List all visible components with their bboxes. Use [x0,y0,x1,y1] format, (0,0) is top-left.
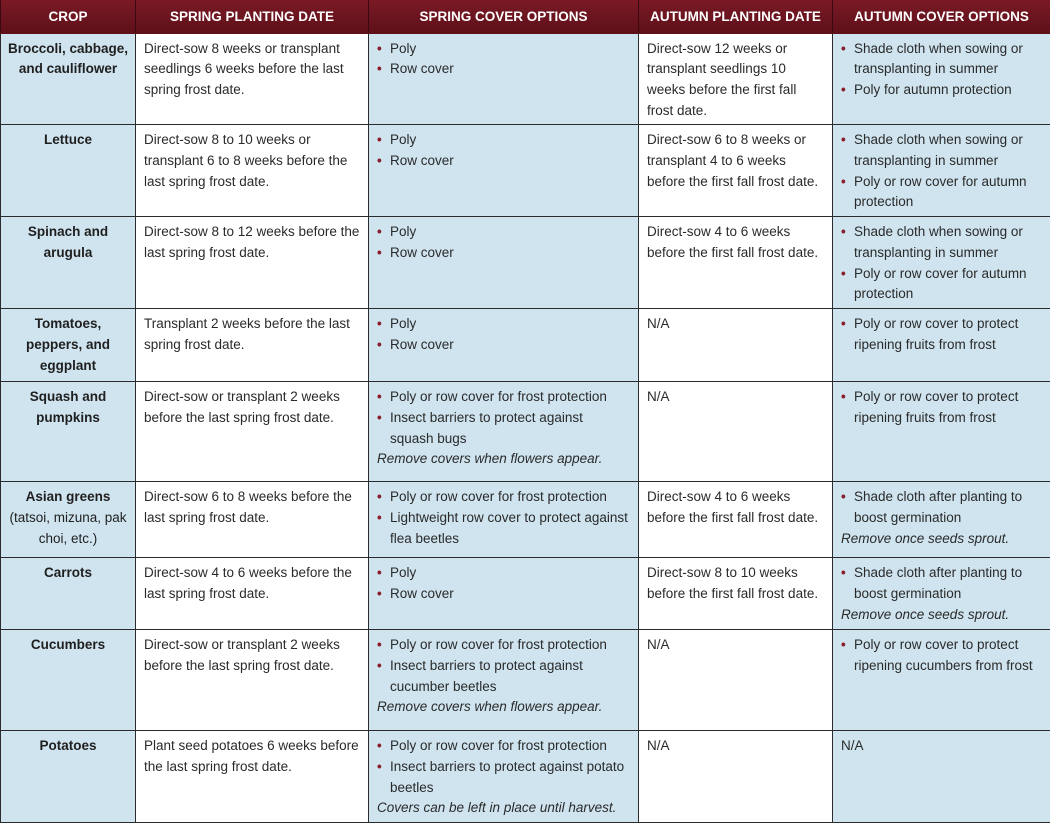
table-row [1,630,1050,731]
spring-cover-note: Remove covers when flowers appear. [377,449,630,470]
spring-planting-date-cell: Direct-sow 8 weeks or transplant seedlings 6 weeks before the last spring frost date. [136,33,369,125]
spring-cover-list [377,487,630,549]
crop-name: Carrots [5,563,131,584]
crop-cell [1,731,136,823]
spring-cover-item: • Poly [377,222,630,243]
crop-name: Spinach and arugula [5,222,131,263]
spring-planting-date-cell: Direct-sow 6 to 8 weeks before the last spring frost date. [136,482,369,558]
header-spring-planting-date: SPRING PLANTING DATE [136,0,369,33]
autumn-planting-date-cell: Direct-sow 4 to 6 weeks before the first fall frost date. [639,482,833,558]
spring-cover-options-cell [369,125,639,217]
spring-planting-date-cell: Transplant 2 weeks before the last spring frost date. [136,309,369,382]
spring-cover-item: • Poly or row cover for frost protection [377,487,630,508]
spring-cover-options-cell [369,217,639,309]
spring-cover-options-cell [369,482,639,558]
spring-cover-item: • Insect barriers to protect against potato beetles [377,757,630,798]
table-row [1,731,1050,823]
crop-cell [1,125,136,217]
autumn-planting-date-cell: N/A [639,731,833,823]
autumn-cover-options-cell [833,382,1050,482]
autumn-cover-options-cell [833,482,1050,558]
spring-planting-date-cell: Direct-sow or transplant 2 weeks before the last spring frost date. [136,630,369,731]
autumn-cover-note: Remove once seeds sprout. [841,529,1042,550]
autumn-planting-date-cell: N/A [639,382,833,482]
table-row [1,482,1050,558]
spring-cover-item: • Poly [377,563,630,584]
spring-cover-options-cell [369,558,639,630]
crop-cell [1,33,136,125]
autumn-planting-date-cell: Direct-sow 4 to 6 weeks before the first fall frost date. [639,217,833,309]
spring-planting-date-cell: Direct-sow 8 to 12 weeks before the last spring frost date. [136,217,369,309]
spring-cover-item: • Row cover [377,59,630,80]
autumn-cover-item: • Poly or row cover to protect ripening fruits from frost [841,387,1042,428]
autumn-cover-item: • Shade cloth after planting to boost germination [841,487,1042,528]
autumn-cover-list [841,563,1042,604]
autumn-cover-item: • Poly or row cover to protect ripening cucumbers from frost [841,635,1042,676]
autumn-cover-item: • Shade cloth when sowing or transplanting in summer [841,222,1042,263]
spring-cover-item: • Row cover [377,151,630,172]
header-crop: CROP [1,0,136,33]
autumn-cover-list [841,635,1042,676]
autumn-cover-item: • Poly for autumn protection [841,80,1042,101]
autumn-cover-list [841,39,1042,101]
crop-subtitle: (tatsoi, mizuna, pak choi, etc.) [5,508,131,549]
autumn-cover-item: • Shade cloth when sowing or transplanting in summer [841,130,1042,171]
table-header [1,0,1050,33]
crop-name: Asian greens [5,487,131,508]
crop-name: Cucumbers [5,635,131,656]
autumn-cover-list [841,387,1042,428]
autumn-cover-options-cell [833,558,1050,630]
spring-cover-item: • Poly [377,39,630,60]
crop-cell [1,309,136,382]
autumn-cover-list [841,130,1042,213]
spring-planting-date-cell: Direct-sow 4 to 6 weeks before the last spring frost date. [136,558,369,630]
spring-cover-note: Covers can be left in place until harvest. [377,798,630,819]
spring-cover-list [377,130,630,171]
spring-cover-options-cell [369,33,639,125]
table-row [1,558,1050,630]
table-row [1,309,1050,382]
autumn-cover-options-cell [833,33,1050,125]
crop-cell [1,482,136,558]
autumn-planting-date-cell: N/A [639,630,833,731]
autumn-cover-options-cell [833,125,1050,217]
table-row [1,125,1050,217]
spring-cover-list [377,563,630,604]
table-body [1,33,1050,822]
autumn-cover-options-cell [833,731,1050,823]
crop-name: Squash and pumpkins [5,387,131,428]
spring-cover-item: • Row cover [377,584,630,605]
spring-cover-item: • Row cover [377,335,630,356]
spring-cover-list [377,635,630,697]
autumn-cover-item: • Poly or row cover to protect ripening fruits from frost [841,314,1042,355]
autumn-cover-options-cell [833,309,1050,382]
spring-planting-date-cell: Direct-sow 8 to 10 weeks or transplant 6 to 8 weeks before the last spring frost date. [136,125,369,217]
crop-name: Broccoli, cabbage, and cauliflower [5,39,131,80]
autumn-cover-item: • Poly or row cover for autumn protection [841,172,1042,213]
spring-cover-item: • Poly or row cover for frost protection [377,736,630,757]
spring-planting-date-cell: Plant seed potatoes 6 weeks before the last spring frost date. [136,731,369,823]
header-autumn-planting-date: AUTUMN PLANTING DATE [639,0,833,33]
autumn-cover-item: • Shade cloth after planting to boost germination [841,563,1042,604]
spring-cover-item: • Poly [377,130,630,151]
autumn-planting-date-cell: Direct-sow 8 to 10 weeks before the first fall frost date. [639,558,833,630]
crop-name: Tomatoes, peppers, and eggplant [5,314,131,376]
table-row [1,217,1050,309]
autumn-cover-note: Remove once seeds sprout. [841,605,1042,626]
autumn-planting-date-cell: N/A [639,309,833,382]
spring-planting-date-cell: Direct-sow or transplant 2 weeks before the last spring frost date. [136,382,369,482]
spring-cover-list [377,314,630,355]
spring-cover-options-cell [369,382,639,482]
spring-cover-list [377,387,630,449]
spring-cover-note: Remove covers when flowers appear. [377,697,630,718]
spring-cover-item: • Poly or row cover for frost protection [377,387,630,408]
spring-cover-item: • Insect barriers to protect against cucumber beetles [377,656,630,697]
crop-name: Potatoes [5,736,131,757]
spring-cover-item: • Lightweight row cover to protect against flea beetles [377,508,630,549]
autumn-cover-text: N/A [841,738,864,753]
autumn-cover-options-cell [833,630,1050,731]
autumn-cover-options-cell [833,217,1050,309]
autumn-cover-item: • Poly or row cover for autumn protection [841,264,1042,305]
crop-name: Lettuce [5,130,131,151]
spring-cover-list [377,222,630,263]
autumn-cover-list [841,314,1042,355]
spring-cover-item: • Poly or row cover for frost protection [377,635,630,656]
autumn-planting-date-cell: Direct-sow 12 weeks or transplant seedlings 10 weeks before the first fall frost date. [639,33,833,125]
header-autumn-cover-options: AUTUMN COVER OPTIONS [833,0,1050,33]
spring-cover-item: • Poly [377,314,630,335]
spring-cover-item: • Row cover [377,243,630,264]
autumn-planting-date-cell: Direct-sow 6 to 8 weeks or transplant 4 to 6 weeks before the first fall frost date. [639,125,833,217]
autumn-cover-list [841,222,1042,305]
crop-cell [1,630,136,731]
crop-cell [1,382,136,482]
header-spring-cover-options: SPRING COVER OPTIONS [369,0,639,33]
spring-cover-options-cell [369,309,639,382]
crop-cell [1,217,136,309]
spring-cover-item: • Insect barriers to protect against squash bugs [377,408,630,449]
crop-cell [1,558,136,630]
spring-cover-list [377,39,630,80]
spring-cover-options-cell [369,731,639,823]
autumn-cover-item: • Shade cloth when sowing or transplanting in summer [841,39,1042,80]
spring-cover-options-cell [369,630,639,731]
spring-cover-list [377,736,630,798]
table-row [1,33,1050,125]
autumn-cover-list [841,487,1042,528]
table-row [1,382,1050,482]
